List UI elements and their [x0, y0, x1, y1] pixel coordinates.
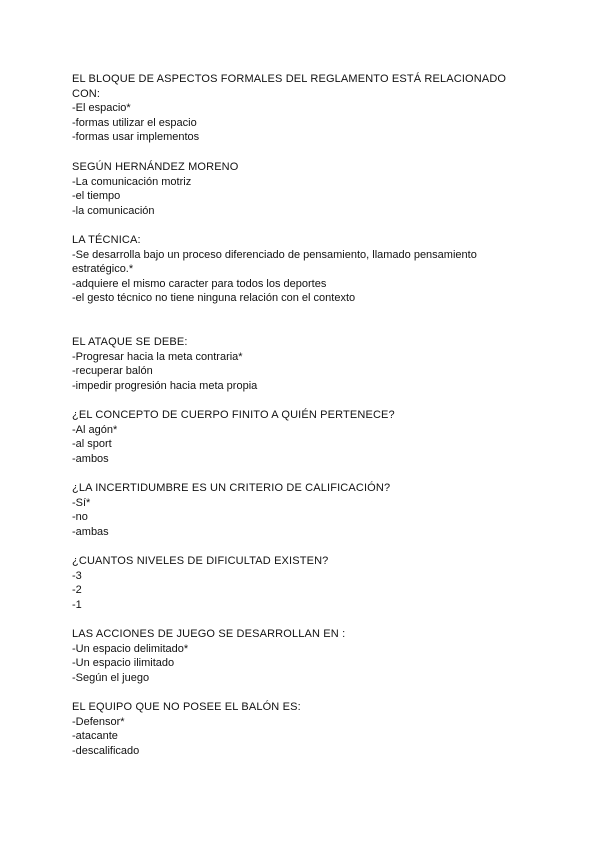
answer-option: -Un espacio ilimitado: [72, 657, 175, 670]
question-block: [72, 627, 532, 685]
answer-option: -la comunicación: [72, 204, 155, 217]
question-block: [72, 554, 532, 612]
answer-option: -recuperar balón: [72, 365, 153, 378]
question-text: ¿EL CONCEPTO DE CUERPO FINITO A QUIÉN PERTENECE?: [72, 409, 395, 421]
answer-option: -el tiempo: [72, 190, 121, 203]
answer-option: -adquiere el mismo caracter para todos los deportes: [72, 277, 327, 290]
question-block: [72, 408, 532, 466]
question-block: [72, 72, 532, 145]
answer-option: -atacante: [72, 730, 118, 743]
question-block: [72, 700, 532, 758]
answer-option: -El espacio*: [72, 102, 131, 115]
answer-option: -Al agón*: [72, 423, 118, 436]
question-block: [72, 335, 532, 393]
question-block: [72, 160, 532, 218]
question-text: ¿LA INCERTIDUMBRE ES UN CRITERIO DE CALIFICACIÓN?: [72, 482, 391, 494]
answer-option: -ambos: [72, 452, 109, 465]
answer-option: -al sport: [72, 438, 112, 451]
answer-option: -Sí*: [72, 496, 91, 509]
answer-option: -Según el juego: [72, 671, 150, 684]
question-text: LAS ACCIONES DE JUEGO SE DESARROLLAN EN :: [72, 628, 346, 640]
answer-option: -Progresar hacia la meta contraria*: [72, 350, 243, 363]
answer-option: -formas utilizar el espacio: [72, 116, 197, 129]
answer-option: -formas usar implementos: [72, 131, 200, 144]
answer-option: -Defensor*: [72, 715, 125, 728]
question-text: ¿CUANTOS NIVELES DE DIFICULTAD EXISTEN?: [72, 555, 329, 567]
question-block: [72, 233, 532, 306]
question-text: EL ATAQUE SE DEBE:: [72, 336, 188, 348]
answer-option: -impedir progresión hacia meta propia: [72, 379, 258, 392]
answer-option: -La comunicación motriz: [72, 175, 192, 188]
question-block: [72, 481, 532, 539]
answer-option: -no: [72, 511, 88, 524]
answer-option: -3: [72, 569, 82, 582]
answer-option: -1: [72, 598, 82, 611]
answer-option: -descalificado: [72, 744, 140, 757]
answer-option: -ambas: [72, 525, 109, 538]
answer-option: -Se desarrolla bajo un proceso diferenciado de pensamiento, llamado pensamiento estratégico.*: [72, 248, 480, 276]
answer-option: -2: [72, 584, 82, 597]
answer-option: -Un espacio delimitado*: [72, 642, 189, 655]
question-text: LA TÉCNICA:: [72, 234, 141, 246]
question-text: EL EQUIPO QUE NO POSEE EL BALÓN ES:: [72, 701, 301, 713]
question-text: SEGÚN HERNÁNDEZ MORENO: [72, 161, 239, 173]
question-text: EL BLOQUE DE ASPECTOS FORMALES DEL REGLAMENTO ESTÁ RELACIONADO CON:: [72, 73, 510, 100]
answer-option: -el gesto técnico no tiene ninguna relación con el contexto: [72, 292, 356, 305]
